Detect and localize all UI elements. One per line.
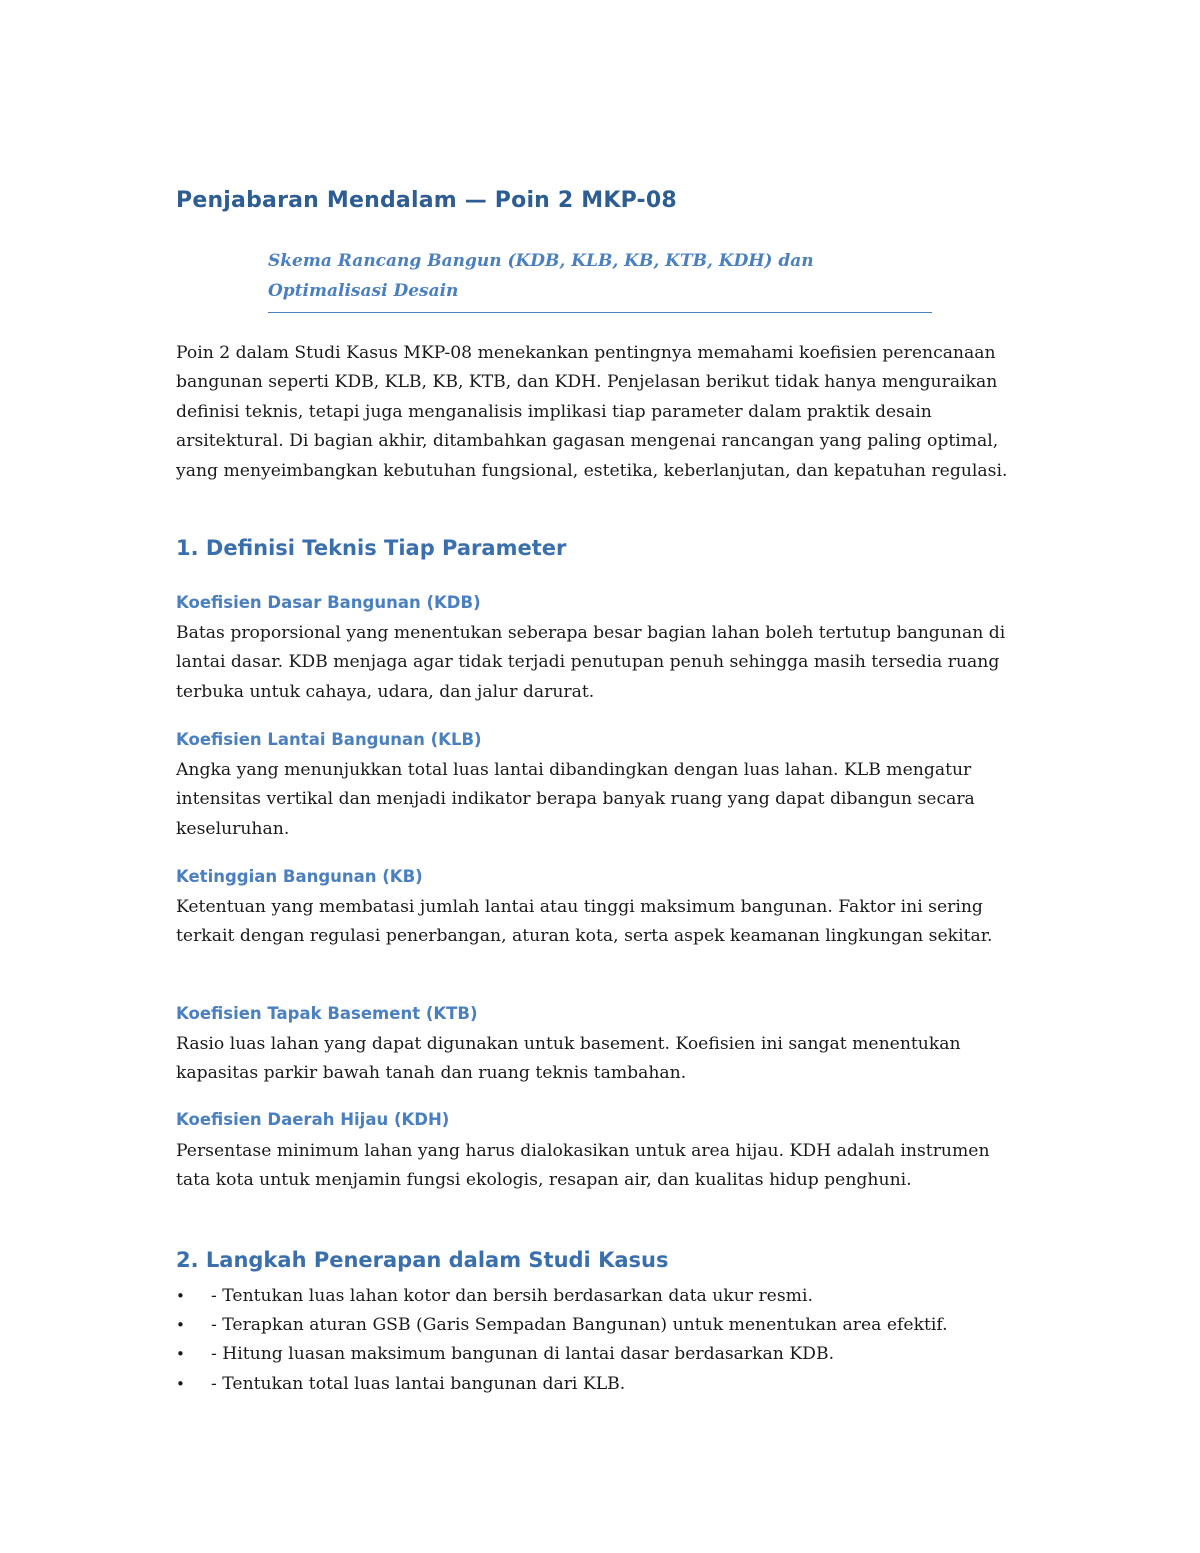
list-item — [176, 1311, 1026, 1340]
list-item-text: - Tentukan luas lahan kotor dan bersih berdasarkan data ukur resmi. — [211, 1286, 813, 1306]
ktb-paragraph: Rasio luas lahan yang dapat digunakan untuk basement. Koefisien ini sangat menentukan kapasitas parkir bawah tanah dan ruang teknis tambahan. — [176, 1034, 961, 1084]
steps-bullet-list — [176, 1282, 1026, 1399]
section-1-heading: 1. Definisi Teknis Tiap Parameter — [176, 536, 567, 560]
list-item-text: - Hitung luasan maksimum bangunan di lantai dasar berdasarkan KDB. — [211, 1344, 835, 1365]
kb-paragraph: Ketentuan yang membatasi jumlah lantai atau tinggi maksimum bangunan. Faktor ini sering terkait dengan regulasi penerbangan, aturan kota, serta aspek keamanan lingkungan sekitar. — [176, 897, 993, 947]
document-title: Penjabaran Mendalam — Poin 2 MKP-08 — [176, 188, 677, 213]
list-item-text: - Terapkan aturan GSB (Garis Sempadan Bangunan) untuk menentukan area efektif. — [211, 1315, 948, 1336]
list-item — [176, 1370, 1026, 1399]
intro-paragraph: Poin 2 dalam Studi Kasus MKP-08 menekankan pentingnya memahami koefisien perencanaan bangunan seperti KDB, KLB, KB, KTB, dan KDH. Penjelasan berikut tidak hanya menguraikan definisi teknis, tetapi juga menganalisis implikasi tiap parameter dalam praktik desain arsitektural. Di bagian akhir, ditambahkan gagasan mengenai rancangan yang paling optimal, yang menyeimbangkan kebutuhan fungsional, estetika, keberlanjutan, dan kepatuhan regulasi. — [176, 343, 1008, 481]
list-item — [176, 1340, 1026, 1369]
list-item-text: - Tentukan total luas lantai bangunan dari KLB. — [211, 1373, 626, 1394]
bullet-icon: • — [176, 1374, 185, 1393]
bullet-icon: • — [176, 1316, 185, 1335]
klb-paragraph: Angka yang menunjukkan total luas lantai dibandingkan dengan luas lahan. KLB mengatur intensitas vertikal dan menjadi indikator berapa banyak ruang yang dapat dibangun secara keseluruhan. — [176, 760, 975, 839]
document-subtitle: Skema Rancang Bangun (KDB, KLB, KB, KTB, KDH) dan Optimalisasi Desain — [268, 251, 814, 301]
kb-heading: Ketinggian Bangunan (KB) — [176, 867, 423, 886]
kdh-heading: Koefisien Daerah Hijau (KDH) — [176, 1110, 450, 1129]
ktb-heading: Koefisien Tapak Basement (KTB) — [176, 1004, 478, 1023]
klb-heading: Koefisien Lantai Bangunan (KLB) — [176, 730, 482, 749]
kdh-paragraph: Persentase minimum lahan yang harus dialokasikan untuk area hijau. KDH adalah instrumen tata kota untuk menjamin fungsi ekologis, resapan air, dan kualitas hidup penghuni. — [176, 1141, 990, 1191]
bullet-icon: • — [176, 1287, 185, 1305]
bullet-icon: • — [176, 1345, 185, 1364]
section-2-heading: 2. Langkah Penerapan dalam Studi Kasus — [176, 1248, 669, 1272]
subtitle-block — [268, 246, 932, 313]
kdb-heading: Koefisien Dasar Bangunan (KDB) — [176, 593, 481, 612]
kdb-paragraph: Batas proporsional yang menentukan seberapa besar bagian lahan boleh tertutup bangunan di lantai dasar. KDB menjaga agar tidak terjadi penutupan penuh sehingga masih tersedia ruang terbuka untuk cahaya, udara, dan jalur darurat. — [176, 623, 1006, 702]
list-item — [176, 1282, 1026, 1311]
